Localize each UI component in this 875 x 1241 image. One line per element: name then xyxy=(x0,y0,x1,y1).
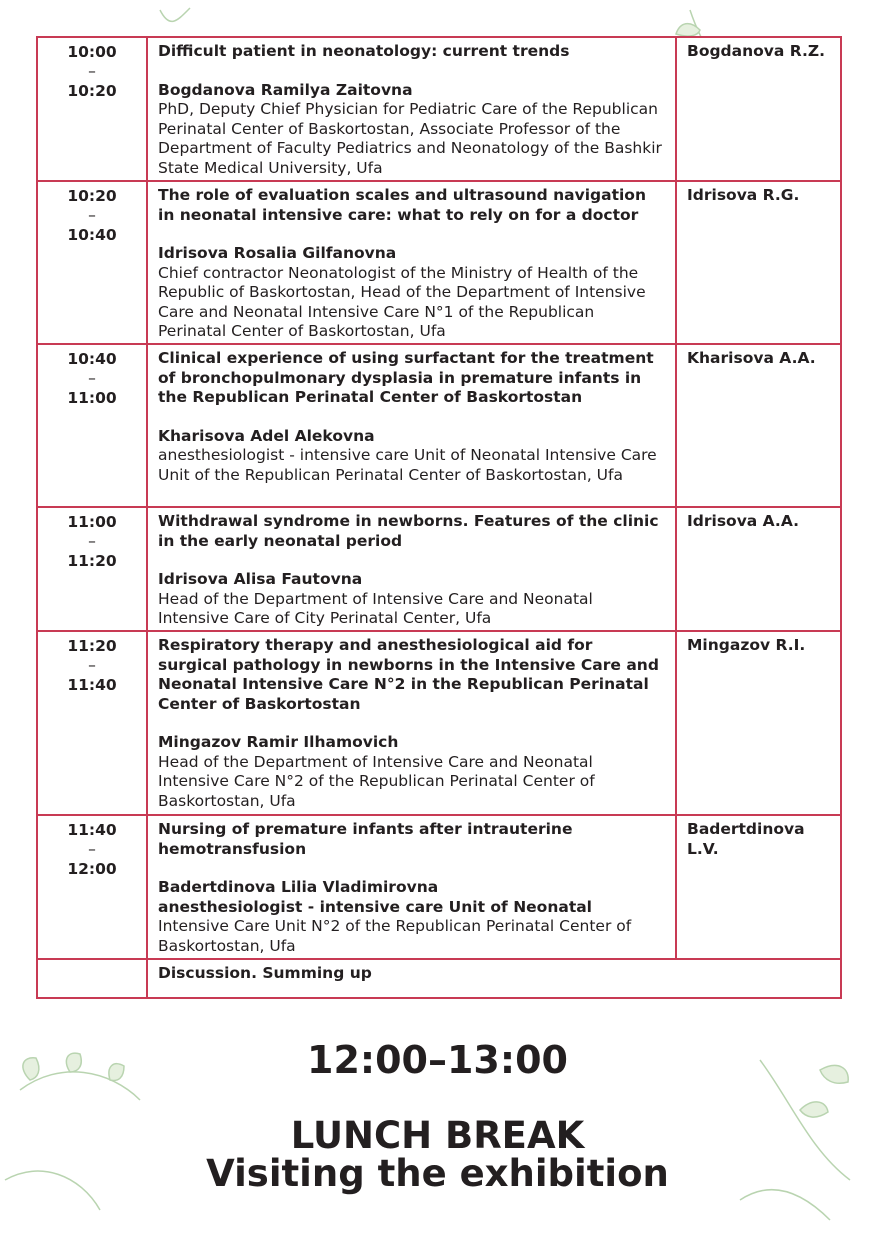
presenter-role: anesthesiologist - intensive care Unit of Neonatal xyxy=(158,897,592,916)
session-row xyxy=(37,344,841,507)
speaker-cell: Idrisova A.A. xyxy=(676,507,841,631)
topic-cell xyxy=(147,815,676,959)
speaker-cell: Bogdanova R.Z. xyxy=(676,37,841,181)
presenter-name: Badertdinova Lilia Vladimirovna xyxy=(158,878,439,896)
end-time: 11:40 xyxy=(67,676,117,694)
topic-title: Withdrawal syndrome in newborns. Features of the clinic in the early neonatal period xyxy=(158,512,659,550)
start-time: 10:20 xyxy=(67,187,117,205)
session-row xyxy=(37,631,841,815)
presenter-description: Head of the Department of Intensive Care and Neonatal Intensive Care of City Perinatal Center, Ufa xyxy=(158,589,593,627)
start-time: 10:40 xyxy=(67,350,117,368)
lunch-time: 12:00–13:00 xyxy=(307,1038,568,1082)
topic-cell xyxy=(147,37,676,181)
presenter-description: Intensive Care Unit N°2 of the Republican Perinatal Center of Baskortostan, Ufa xyxy=(158,917,632,955)
end-time: 12:00 xyxy=(67,860,117,878)
session-row xyxy=(37,181,841,344)
closing-row xyxy=(37,959,841,998)
presenter-description: PhD, Deputy Chief Physician for Pediatric Care of the Republican Perinatal Center of Baskortostan, Associate Professor of the Department of Faculty Pediatrics and Neonatology of the Bashkir State Medical University, Ufa xyxy=(158,100,662,177)
lunch-title: LUNCH BREAK xyxy=(290,1114,585,1157)
lunch-subtitle: Visiting the exhibition xyxy=(206,1152,669,1195)
presenter-description: anesthesiologist - intensive care Unit of Neonatal Intensive Care Unit of the Republican Perinatal Center of Baskortostan, Ufa xyxy=(158,446,657,484)
time-cell-empty xyxy=(37,959,147,998)
end-time: 10:40 xyxy=(67,226,117,244)
time-separator: – xyxy=(88,62,96,80)
time-separator: – xyxy=(88,656,96,674)
presenter-name: Kharisova Adel Alekovna xyxy=(158,426,375,445)
presenter-name: Idrisova Rosalia Gilfanovna xyxy=(158,244,397,262)
start-time: 11:00 xyxy=(67,513,117,531)
time-cell xyxy=(37,37,147,181)
time-separator: – xyxy=(88,532,96,550)
session-row xyxy=(37,507,841,631)
start-time: 11:20 xyxy=(67,637,117,655)
end-time: 11:00 xyxy=(67,389,117,407)
presenter-name: Idrisova Alisa Fautovna xyxy=(158,570,363,588)
topic-title: Respiratory therapy and anesthesiological aid for surgical pathology in newborns in the Intensive Care and Neonatal Intensive Care N°2 in the Republican Perinatal Center of Baskortostan xyxy=(158,636,659,713)
time-separator: – xyxy=(88,206,96,224)
speaker-cell: Idrisova R.G. xyxy=(676,181,841,344)
presenter-name: Mingazov Ramir Ilhamovich xyxy=(158,733,399,751)
session-row xyxy=(37,37,841,181)
topic-title: Difficult patient in neonatology: current trends xyxy=(158,42,570,60)
time-cell xyxy=(37,507,147,631)
time-cell xyxy=(37,815,147,959)
time-cell xyxy=(37,344,147,507)
start-time: 11:40 xyxy=(67,821,117,839)
end-time: 11:20 xyxy=(67,552,117,570)
topic-cell xyxy=(147,344,676,507)
presenter-name: Bogdanova Ramilya Zaitovna xyxy=(158,80,413,99)
time-cell xyxy=(37,181,147,344)
topic-title: Nursing of premature infants after intrauterine hemotransfusion xyxy=(158,820,573,858)
speaker-cell: Badertdinova L.V. xyxy=(676,815,841,959)
end-time: 10:20 xyxy=(67,82,117,100)
closing-text: Discussion. Summing up xyxy=(147,959,841,998)
topic-cell xyxy=(147,507,676,631)
topic-title: Clinical experience of using surfactant for the treatment of bronchopulmonary dysplasia in premature infants in the Republican Perinatal Center of Baskortostan xyxy=(158,349,654,406)
speaker-cell: Mingazov R.I. xyxy=(676,631,841,815)
presenter-description: Head of the Department of Intensive Care and Neonatal Intensive Care N°2 of the Republican Perinatal Center of Baskortostan, Ufa xyxy=(158,752,595,810)
time-separator: – xyxy=(88,840,96,858)
time-separator: – xyxy=(88,369,96,387)
speaker-cell: Kharisova A.A. xyxy=(676,344,841,507)
session-row xyxy=(37,815,841,959)
start-time: 10:00 xyxy=(67,43,117,61)
program-table xyxy=(36,36,842,999)
topic-cell xyxy=(147,631,676,815)
topic-cell xyxy=(147,181,676,344)
presenter-description: Chief contractor Neonatologist of the Ministry of Health of the Republic of Baskortostan, Head of the Department of Intensive Care and Neonatal Intensive Care N°1 of the Republican Perinatal Center of Baskortostan, Ufa xyxy=(158,263,646,340)
time-cell xyxy=(37,631,147,815)
topic-title: The role of evaluation scales and ultrasound navigation in neonatal intensive care: what to rely on for a doctor xyxy=(158,186,646,224)
